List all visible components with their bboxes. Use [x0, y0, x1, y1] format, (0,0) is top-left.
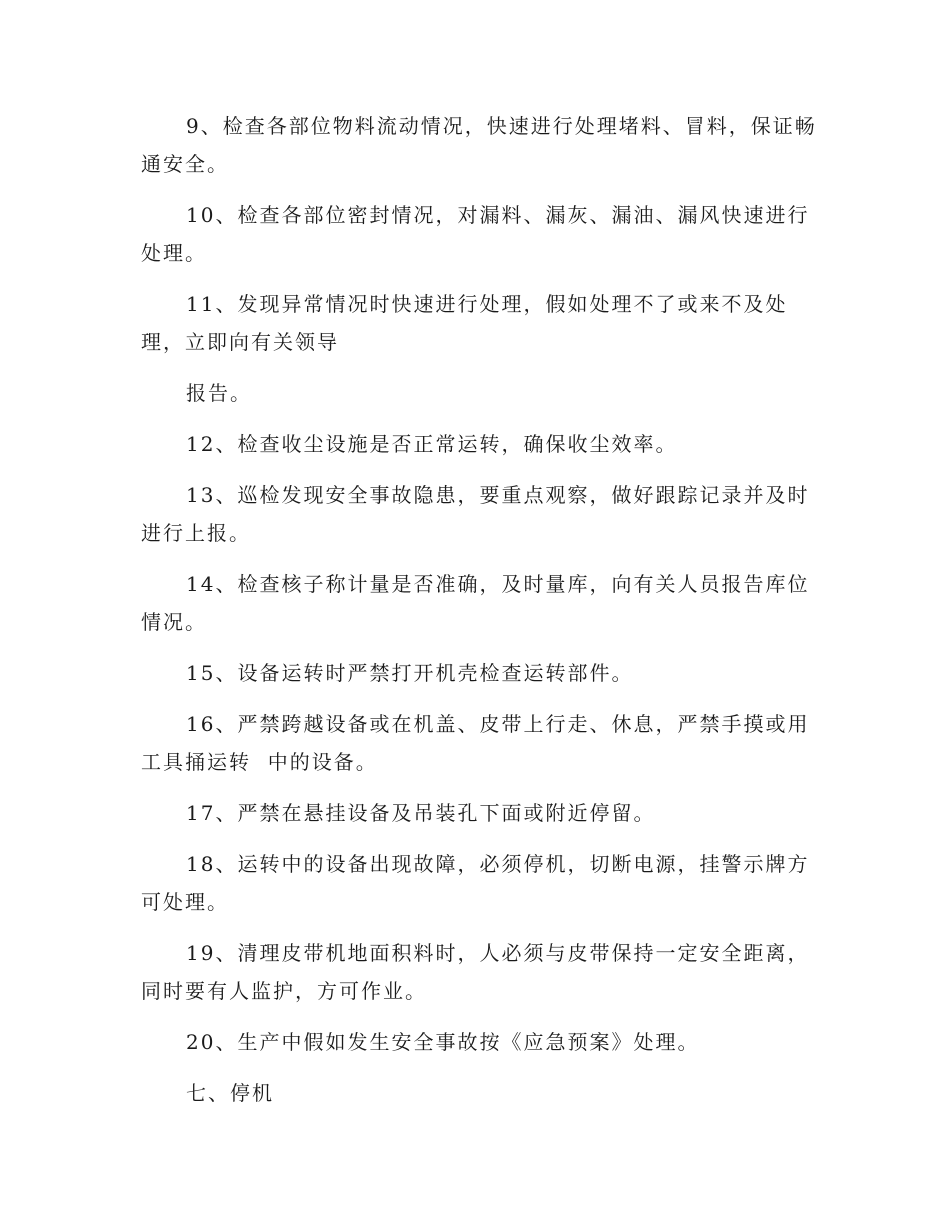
- list-item: [141, 196, 810, 272]
- section-7-heading: 七、停机: [186, 1081, 274, 1105]
- item-18-line-2: 可处理。: [141, 890, 229, 914]
- list-item: [141, 794, 806, 832]
- list-item: [141, 705, 810, 781]
- list-item: [141, 425, 806, 463]
- document-body: [141, 107, 817, 1125]
- item-11-continuation: 报告。: [186, 381, 252, 405]
- item-13-line-1: 13、巡检发现安全事故隐患，要重点观察，做好跟踪记录并及时: [186, 483, 810, 507]
- item-10-line-2: 处理。: [141, 241, 207, 265]
- item-13-line-2: 进行上报。: [141, 521, 251, 545]
- section-heading: [141, 1074, 806, 1112]
- item-17-line-1: 17、严禁在悬挂设备及吊装孔下面或附近停留。: [186, 801, 656, 825]
- item-14-line-2: 情况。: [141, 610, 207, 634]
- item-19-line-1: 19、清理皮带机地面积料时，人必须与皮带保持一定安全距离，: [186, 941, 810, 965]
- item-18-line-1: 18、运转中的设备出现故障，必须停机，切断电源，挂警示牌方: [186, 852, 810, 876]
- item-16-line-1: 16、严禁跨越设备或在机盖、皮带上行走、休息，严禁手摸或用: [186, 712, 810, 736]
- item-15-line-1: 15、设备运转时严禁打开机壳检查运转部件。: [186, 661, 634, 685]
- list-item: [141, 107, 817, 183]
- list-item: [141, 1023, 806, 1061]
- list-item: [141, 374, 806, 412]
- item-16-line-2: 工具捅运转 中的设备。: [141, 750, 378, 774]
- list-item: [141, 934, 810, 1010]
- item-20-line-1: 20、生产中假如发生安全事故按《应急预案》处理。: [186, 1030, 700, 1054]
- list-item: [141, 845, 810, 921]
- list-item: [141, 285, 806, 361]
- item-9-line-2: 通安全。: [141, 152, 229, 176]
- item-19-line-2: 同时要有人监护，方可作业。: [141, 979, 427, 1003]
- list-item: [141, 476, 810, 552]
- item-14-line-1: 14、检查核子称计量是否准确，及时量库，向有关人员报告库位: [186, 572, 810, 596]
- item-10-line-1: 10、检查各部位密封情况，对漏料、漏灰、漏油、漏风快速进行: [186, 203, 810, 227]
- list-item: [141, 565, 810, 641]
- item-11-line-2: 理，立即向有关领导: [141, 330, 339, 354]
- list-item: [141, 654, 806, 692]
- item-11-line-1: 11、发现异常情况时快速进行处理，假如处理不了或来不及处: [186, 292, 788, 316]
- item-9-line-1: 9、检查各部位物料流动情况，快速进行处理堵料、冒料，保证畅: [186, 114, 817, 138]
- item-12-line-1: 12、检查收尘设施是否正常运转，确保收尘效率。: [186, 432, 678, 456]
